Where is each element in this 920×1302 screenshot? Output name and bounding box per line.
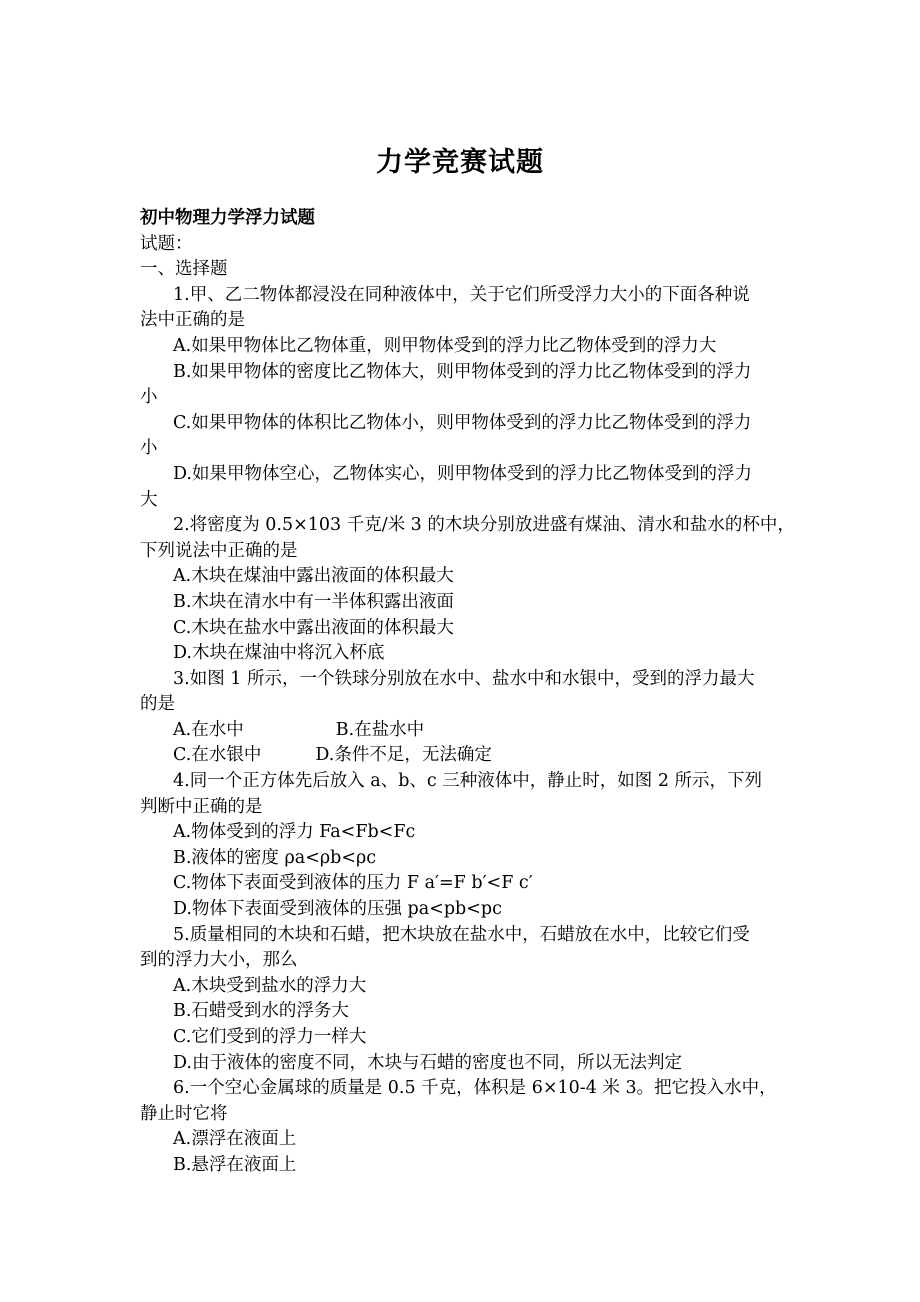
question-1-option-c-cont: 小 bbox=[140, 438, 158, 459]
question-3-option-d: D.条件不足，无法确定 bbox=[315, 745, 492, 766]
question-1-text-cont: 法中正确的是 bbox=[140, 310, 245, 331]
question-2-option-b: B.木块在清水中有一半体积露出液面 bbox=[173, 591, 454, 612]
question-2-text-cont: 下列说法中正确的是 bbox=[140, 540, 298, 561]
question-2-option-c: C.木块在盐水中露出液面的体积最大 bbox=[173, 617, 454, 638]
section-heading: 一、选择题 bbox=[140, 259, 228, 280]
question-1-option-b-cont: 小 bbox=[140, 387, 158, 408]
question-1-option-d: D.如果甲物体空心，乙物体实心，则甲物体受到的浮力比乙物体受到的浮力 bbox=[173, 463, 752, 484]
question-5-option-a: A.木块受到盐水的浮力大 bbox=[173, 975, 367, 996]
question-1-option-c: C.如果甲物体的体积比乙物体小，则甲物体受到的浮力比乙物体受到的浮力 bbox=[173, 412, 752, 433]
document-body bbox=[140, 206, 800, 1179]
question-4-option-a: A.物体受到的浮力 Fa<Fb<Fc bbox=[173, 822, 416, 843]
question-3-option-c: C.在水银中 bbox=[173, 745, 262, 766]
question-6-option-b: B.悬浮在液面上 bbox=[173, 1154, 297, 1175]
question-2-option-d: D.木块在煤油中将沉入杯底 bbox=[173, 643, 385, 664]
question-3-option-a: A.在水中 bbox=[173, 719, 244, 740]
questions-label: 试题： bbox=[140, 233, 193, 254]
page-title: 力学竞赛试题 bbox=[376, 147, 544, 178]
question-4-option-d: D.物体下表面受到液体的压强 pa<pb<pc bbox=[173, 899, 502, 920]
question-5-text-cont: 到的浮力大小，那么 bbox=[140, 950, 298, 971]
question-1-option-d-cont: 大 bbox=[140, 489, 158, 510]
question-1-text: 1.甲、乙二物体都浸没在同种液体中，关于它们所受浮力大小的下面各种说 bbox=[173, 284, 750, 305]
question-3-text-cont: 的是 bbox=[140, 694, 175, 715]
question-5-option-c: C.它们受到的浮力一样大 bbox=[173, 1027, 367, 1047]
question-3-text: 3.如图 1 所示，一个铁球分别放在水中、盐水中和水银中，受到的浮力最大 bbox=[173, 668, 755, 689]
question-3-options-row-1 bbox=[140, 718, 800, 744]
question-5-text: 5.质量相同的木块和石蜡，把木块放在盐水中，石蜡放在水中，比较它们受 bbox=[173, 924, 750, 945]
question-3-option-b: B.在盐水中 bbox=[335, 719, 425, 740]
question-4-option-c: C.物体下表面受到液体的压力 F a′=F b′<F c′ bbox=[173, 873, 533, 894]
question-5-option-b: B.石蜡受到水的浮务大 bbox=[173, 1001, 349, 1022]
question-1-option-b: B.如果甲物体的密度比乙物体大，则甲物体受到的浮力比乙物体受到的浮力 bbox=[173, 361, 752, 382]
question-1-option-a: A.如果甲物体比乙物体重，则甲物体受到的浮力比乙物体受到的浮力大 bbox=[173, 335, 717, 356]
question-6-text-cont: 静止时它将 bbox=[140, 1103, 228, 1124]
question-4-option-b: B.液体的密度 ρa<ρb<ρc bbox=[173, 847, 377, 868]
question-4-text: 4.同一个正方体先后放入 a、b、c 三种液体中，静止时，如图 2 所示，下列 bbox=[173, 771, 763, 792]
question-3-options-row-2 bbox=[140, 743, 800, 769]
question-6-text: 6.一个空心金属球的质量是 0.5 千克，体积是 6×10-4 米 3。把它投入水中， bbox=[173, 1078, 777, 1099]
document-subtitle: 初中物理力学浮力试题 bbox=[140, 208, 315, 228]
question-2-option-a: A.木块在煤油中露出液面的体积最大 bbox=[173, 566, 454, 587]
question-2-text: 2.将密度为 0.5×103 千克/米 3 的木块分别放进盛有煤油、清水和盐水的杯中， bbox=[173, 515, 795, 536]
question-6-option-a: A.漂浮在液面上 bbox=[173, 1129, 297, 1150]
question-4-text-cont: 判断中正确的是 bbox=[140, 796, 263, 817]
question-5-option-d: D.由于液体的密度不同，木块与石蜡的密度也不同，所以无法判定 bbox=[173, 1052, 682, 1073]
